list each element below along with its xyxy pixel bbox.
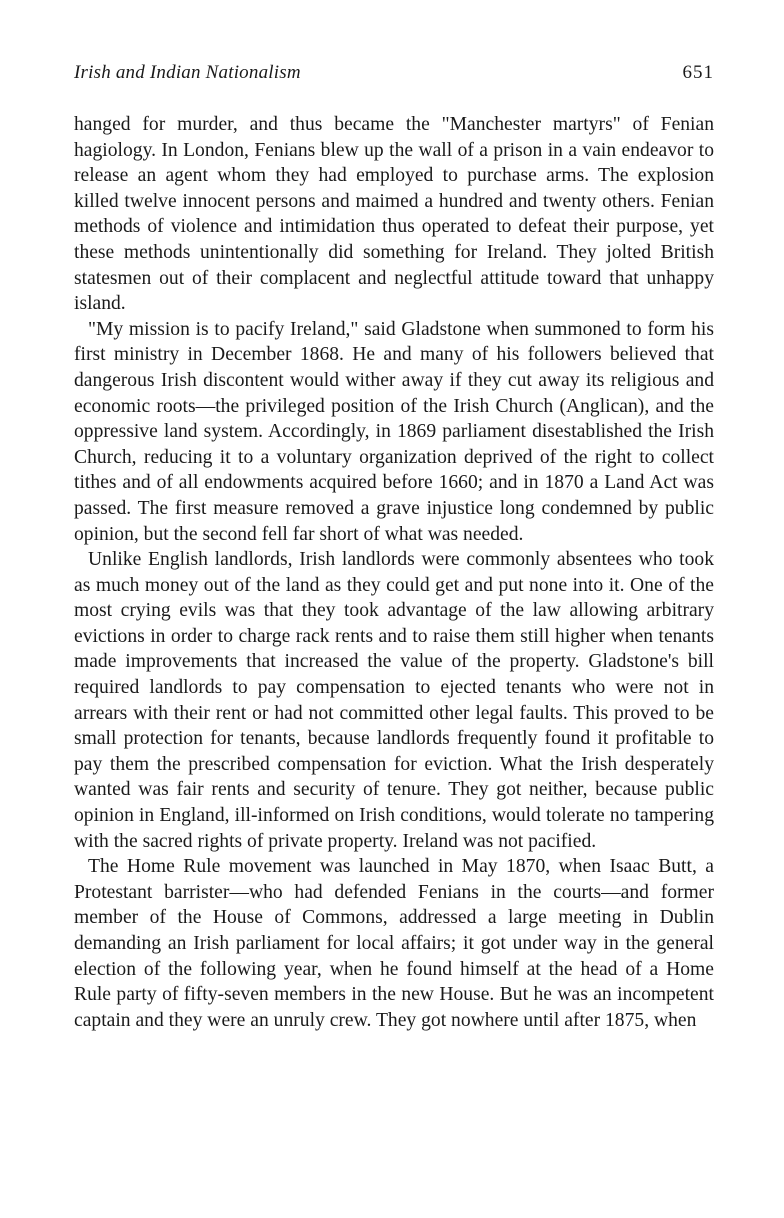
document-page <box>74 62 714 1033</box>
paragraph: The Home Rule movement was launched in May 1870, when Isaac Butt, a Protestant barrister—who had defended Fenians in the courts—and former member of the House of Commons, addressed a large meeting in Dublin demanding an Irish parliament for local affairs; it got under way in the general election of the following year, when he found himself at the head of a Home Rule party of fifty-seven members in the new House. But he was an incompetent captain and they were an unruly crew. They got nowhere until after 1875, when <box>74 856 714 1031</box>
page-number: 651 <box>682 62 714 83</box>
paragraph: hanged for murder, and thus became the "Manchester martyrs" of Fenian hagiology. In London, Fenians blew up the wall of a prison in a vain endeavor to release an agent whom they had employed to purchase arms. The explosion killed twelve innocent persons and maimed a hundred and twenty others. Fenian methods of violence and intimidation thus operated to defeat their purpose, yet these methods unintentionally did something for Ireland. They jolted British statesmen out of their complacent and neglectful attitude toward that unhappy island. <box>74 114 714 315</box>
paragraph: Unlike English landlords, Irish landlords were commonly absentees who took as much money out of the land as they could get and put none into it. One of the most crying evils was that they took advantage of the law allowing arbitrary evictions in order to charge rack rents and to raise them still higher when tenants made improvements that increased the value of the property. Gladstone's bill required landlords to pay compensation to ejected tenants who were not in arrears with their rent or had not committed other legal faults. This proved to be small protection for tenants, because landlords frequently found it profitable to pay them the prescribed compensation for eviction. What the Irish desperately wanted was fair rents and security of tenure. They got neither, because public opinion in England, ill-informed on Irish conditions, would tolerate no tampering with the sacred rights of private property. Ireland was not pacified. <box>74 549 714 852</box>
running-title: Irish and Indian Nationalism <box>74 62 301 83</box>
paragraph: "My mission is to pacify Ireland," said Gladstone when summoned to form his first ministry in December 1868. He and many of his followers believed that dangerous Irish discontent would wither away if they cut away its religious and economic roots—the privileged position of the Irish Church (Anglican), and the oppressive land system. Accordingly, in 1869 parliament disestablished the Irish Church, reducing it to a voluntary organization deprived of the right to collect tithes and of all endowments acquired before 1660; and in 1870 a Land Act was passed. The first measure removed a grave injustice long condemned by public opinion, but the second fell far short of what was needed. <box>74 318 714 545</box>
body-text <box>74 112 714 1033</box>
running-header <box>74 62 714 92</box>
